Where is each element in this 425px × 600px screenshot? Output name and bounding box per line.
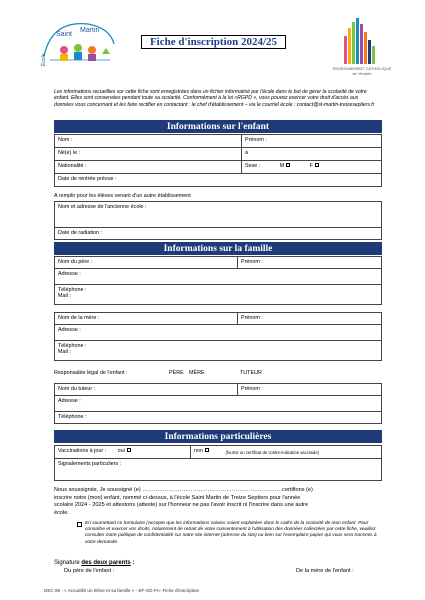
- vaccin-non-checkbox[interactable]: [205, 448, 209, 452]
- particulieres-table: [54, 445, 382, 481]
- rentree-label: Date de rentrée prévue :: [58, 175, 117, 182]
- radiation-label: Date de radiation :: [58, 229, 103, 236]
- enfant-table: [54, 134, 382, 187]
- pere-telephone-label: Téléphone :: [58, 286, 87, 293]
- footer-text: DEC 85 - « Accueillir un élève et sa famille » - EF-SG-FA- Fiche d'inscription: [44, 588, 200, 593]
- rentree-field[interactable]: [55, 174, 382, 187]
- pere-contact-field[interactable]: [55, 285, 382, 305]
- prenom-field[interactable]: [242, 135, 382, 148]
- mere-telephone-label: Téléphone :: [58, 342, 87, 349]
- declaration-line-1: Nous soussignés, Je soussigné (e) …………………………………………………………………certifions (e): [54, 487, 313, 493]
- declaration-text: [54, 487, 384, 517]
- mere-prenom-label: Prénom :: [241, 314, 263, 321]
- mere-table: [54, 312, 382, 361]
- logo-caption-line: ENSEIGNEMENT CATHOLIQUE: [332, 66, 392, 71]
- nom-label: Nom :: [58, 136, 73, 143]
- nom-field[interactable]: [55, 135, 242, 148]
- pere-prenom-label: Prénom :: [241, 258, 263, 265]
- vaccinations-field: [55, 446, 191, 459]
- vaccin-oui-label: oui: [117, 447, 125, 454]
- pere-nom-label: Nom du père :: [58, 258, 93, 265]
- vaccin-non-label: non: [194, 447, 203, 454]
- ancienne-ecole-label: Nom et adresse de l'ancienne école :: [58, 203, 147, 210]
- sexe-m-label: M: [279, 162, 285, 169]
- vaccinations-label: Vaccinations à jour :: [58, 447, 107, 454]
- signature-mere[interactable]: De la mère de l'enfant :: [296, 568, 354, 574]
- sexe-f-label: F: [309, 162, 314, 169]
- vaccin-non-cell: [191, 446, 223, 459]
- declaration-line-3: scolaire 2024 - 2025 et attestons (atteste) sur l'honneur ne pas l'avoir inscrit ni l'inscrire dans une autre: [54, 502, 309, 508]
- tuteur-telephone-field[interactable]: [55, 412, 382, 424]
- logo-caption-line: de Vendée: [352, 71, 372, 76]
- naissance-field[interactable]: [55, 148, 242, 161]
- signalements-field[interactable]: [55, 459, 382, 481]
- sexe-m-checkbox[interactable]: [286, 163, 290, 167]
- lieu-naissance-field[interactable]: [242, 148, 382, 161]
- logo-text: Saint: [56, 31, 72, 38]
- signature-pere[interactable]: Du père de l'enfant :: [64, 568, 115, 574]
- consent-text: En soumettant ce formulaire j'accepte que les informations saisies soient exploitées dans le cadre de la scolarité de mon enfant. Pour connaître et exercer vos droits, notamment de retrait de votre consentement à l'utilisation des données collectées par cette fiche, veuillez consulter notre politique de confidentialité sur notre site internet (adresse du site) ou bien sur l'exemplaire papier qui vous sera transmis à votre demande.: [85, 521, 377, 545]
- naissance-label: Né(e) le :: [58, 149, 81, 156]
- tuteur-prenom-field[interactable]: [238, 384, 382, 396]
- radiation-field[interactable]: [55, 228, 382, 240]
- page-title: Fiche d'inscription 2024/25: [141, 35, 286, 49]
- pere-adresse-field[interactable]: [55, 269, 382, 285]
- tuteur-nom-field[interactable]: [55, 384, 238, 396]
- signalements-label: Signalements particuliers :: [58, 460, 122, 467]
- vaccin-oui-checkbox[interactable]: [127, 448, 131, 452]
- signature-label: Signature: [54, 560, 80, 566]
- section-header-enfant: Informations sur l'enfant: [54, 120, 382, 133]
- diocese-logo-text: [322, 66, 402, 76]
- pere-table: [54, 256, 382, 305]
- responsable-tuteur-option[interactable]: TUTEUR: [240, 370, 262, 376]
- school-logo: [30, 16, 122, 74]
- logo-text: École: [41, 53, 47, 66]
- logo-text: Martin: [80, 27, 100, 34]
- mere-adresse-label: Adresse :: [58, 326, 81, 333]
- section-header-famille: Informations sur la famille: [54, 242, 382, 255]
- tuteur-telephone-label: Téléphone :: [58, 413, 87, 420]
- sexe-field: [242, 161, 382, 174]
- nationalite-label: Nationalité :: [58, 162, 87, 169]
- lieu-label: à: [245, 149, 248, 156]
- mere-nom-field[interactable]: [55, 313, 238, 325]
- pere-adresse-label: Adresse :: [58, 270, 81, 277]
- signature-heading: [54, 560, 134, 566]
- ancien-table: [54, 201, 382, 240]
- responsable-legal-label: Responsable légal de l'enfant :: [54, 370, 128, 376]
- privacy-notice: Les informations recueillies sur cette fiche sont enregistrées dans un fichier informatisé par l'école dans le but de gérer la scolarité de votre enfant. Elles sont conservées pendant toute sa scolarité. Conformément à la loi «RGPD », vous pouvez exercer votre droit d'accès aux données vous concernant et les faire rectifier en contactant : le chef d'établissement – via le courriel école : contact@st-martin-treizesepliers.fr: [54, 89, 375, 108]
- prenom-label: Prénom :: [245, 136, 267, 143]
- tuteur-nom-label: Nom du tuteur :: [58, 385, 96, 392]
- responsable-pere-option[interactable]: PÈRE: [169, 370, 184, 376]
- declaration-line-4: école.: [54, 509, 69, 516]
- tuteur-adresse-field[interactable]: [55, 396, 382, 412]
- mere-contact-field[interactable]: [55, 341, 382, 361]
- mere-adresse-field[interactable]: [55, 325, 382, 341]
- ancienne-ecole-field[interactable]: [55, 202, 382, 228]
- tuteur-table: [54, 383, 382, 424]
- consent-checkbox[interactable]: [77, 522, 82, 527]
- sexe-f-checkbox[interactable]: [315, 163, 319, 167]
- responsable-mere-option[interactable]: MÈRE: [189, 370, 205, 376]
- signature-colon: :: [130, 560, 135, 566]
- pere-nom-field[interactable]: [55, 257, 238, 269]
- section-header-particulieres: Informations particulières: [54, 430, 382, 443]
- declaration-line-2: inscrire notre (mon) enfant, nommé ci-dessus, à l'école Saint Martin de Treize Septiers pour l'année: [54, 494, 301, 501]
- signature-parents-label: des deux parents: [81, 560, 131, 566]
- pere-prenom-field[interactable]: [238, 257, 382, 269]
- sexe-label: Sexe :: [245, 162, 261, 169]
- pere-mail-label: Mail :: [58, 292, 71, 299]
- mere-nom-label: Nom de la mère :: [58, 314, 100, 321]
- certificat-note: (fournir un certificat de contre-indication vaccinale): [223, 446, 382, 459]
- ancien-etab-note: A remplir pour les élèves venant d'un autre établissement: [54, 193, 191, 199]
- tuteur-prenom-label: Prénom :: [241, 385, 263, 392]
- mere-mail-label: Mail :: [58, 348, 71, 355]
- nationalite-field[interactable]: [55, 161, 242, 174]
- mere-prenom-field[interactable]: [238, 313, 382, 325]
- tuteur-adresse-label: Adresse :: [58, 397, 81, 404]
